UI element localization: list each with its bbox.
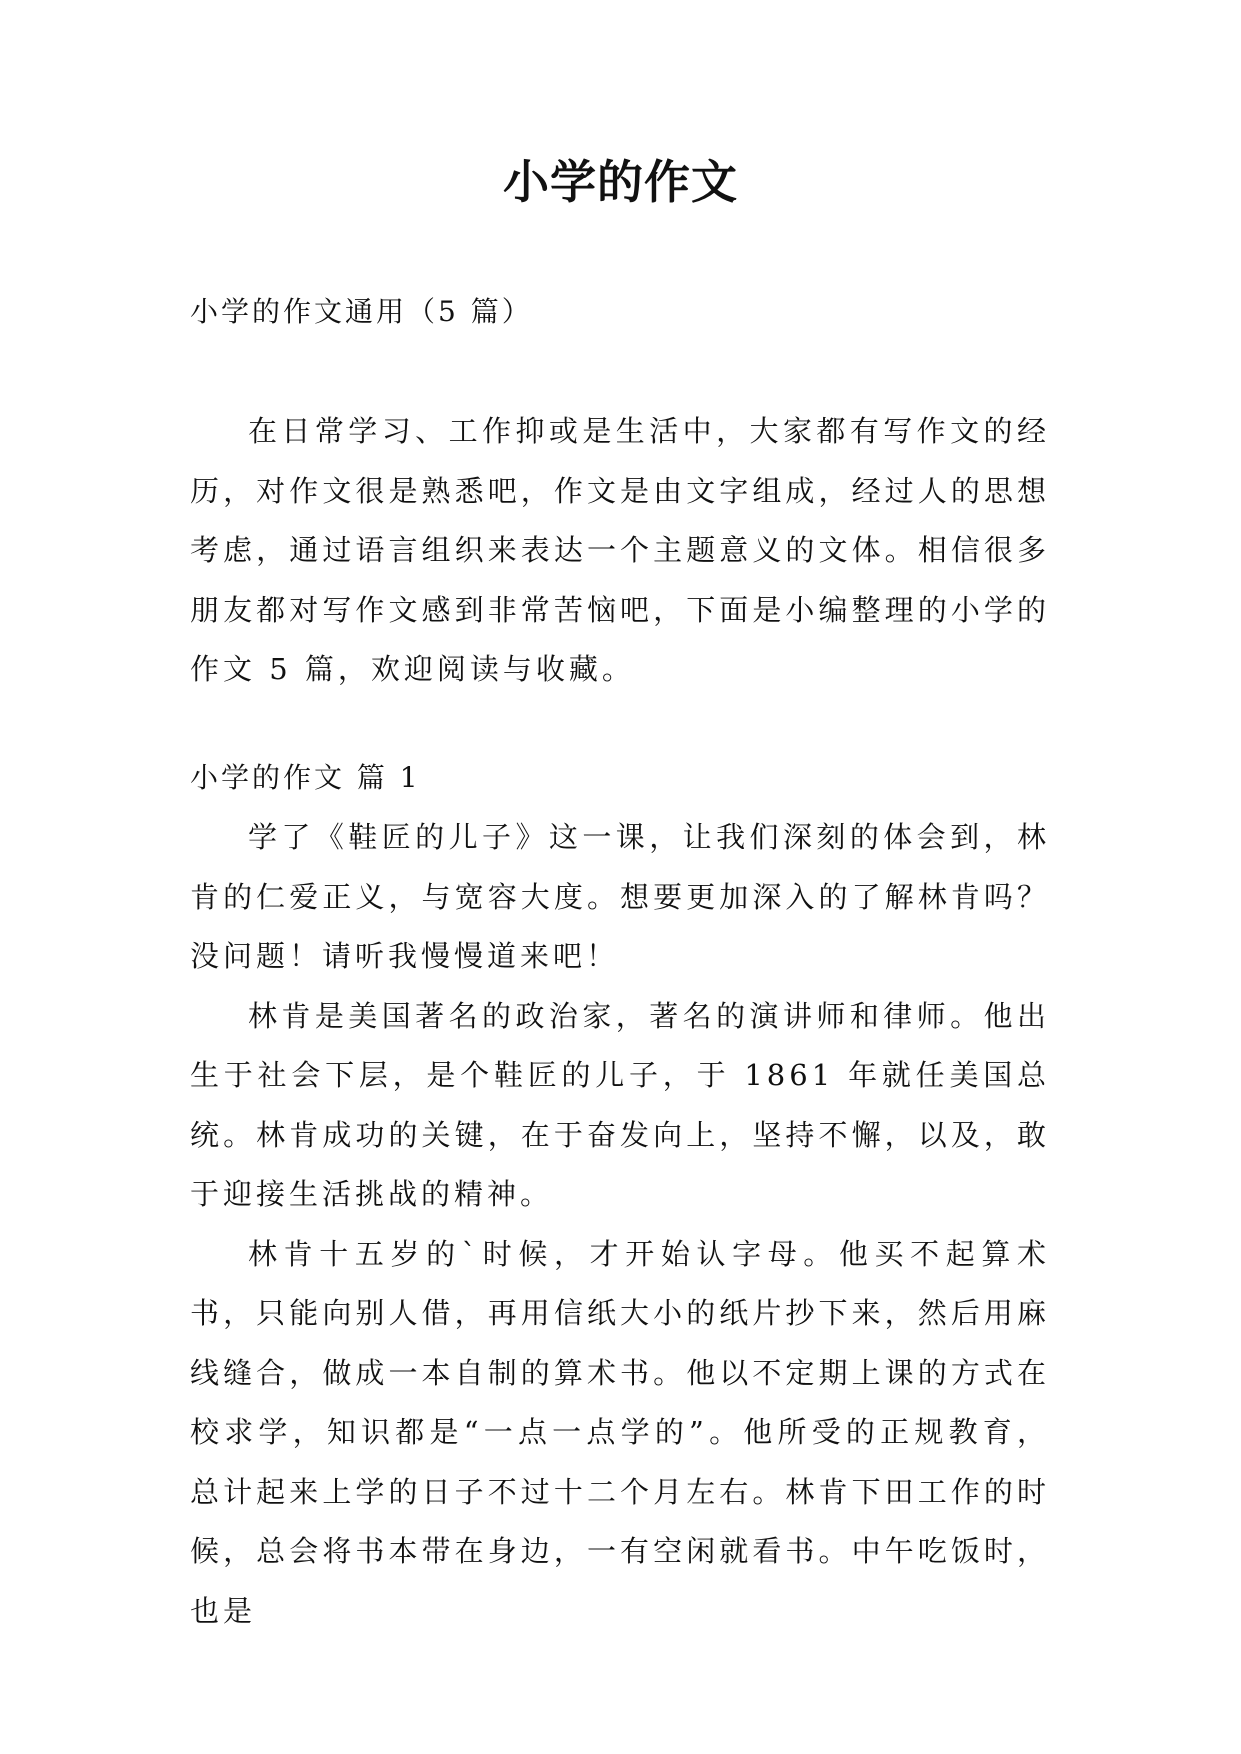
document-subtitle: 小学的作文通用（5 篇） [190,295,533,328]
intro-paragraph: 在日常学习、工作抑或是生活中，大家都有写作文的经历，对作文很是熟悉吧，作文是由文字组成，经过人的思想考虑，通过语言组织来表达一个主题意义的文体。相信很多朋友都对写作文感到非常苦恼吧，下面是小编整理的小学的作文 5 篇，欢迎阅读与收藏。 [190,414,1050,686]
intro-section [190,402,1050,700]
essay-paragraph-1: 学了《鞋匠的儿子》这一课，让我们深刻的体会到，林肯的仁爱正义，与宽容大度。想要更加深入的了解林肯吗？没问题！请听我慢慢道来吧！ [190,820,1050,973]
essay-section [190,808,1050,1641]
section-heading: 小学的作文 篇 1 [190,761,421,794]
essay-paragraph-2: 林肯是美国著名的政治家，著名的演讲师和律师。他出生于社会下层，是个鞋匠的儿子，于 1861 年就任美国总统。林肯成功的关键，在于奋发向上，坚持不懈，以及，敢于迎接生活挑战的精神。 [190,998,1050,1211]
essay-paragraph-3: 林肯十五岁的`时候，才开始认字母。他买不起算术书，只能向别人借，再用信纸大小的纸片抄下来，然后用麻线缝合，做成一本自制的算术书。他以不定期上课的方式在校求学，知识都是“一点一点学的”。他所受的正规教育，总计起来上学的日子不过十二个月左右。林肯下田工作的时候，总会将书本带在身边，一有空闲就看书。中午吃饭时，也是 [190,1236,1050,1628]
document-title: 小学的作文 [503,155,738,209]
